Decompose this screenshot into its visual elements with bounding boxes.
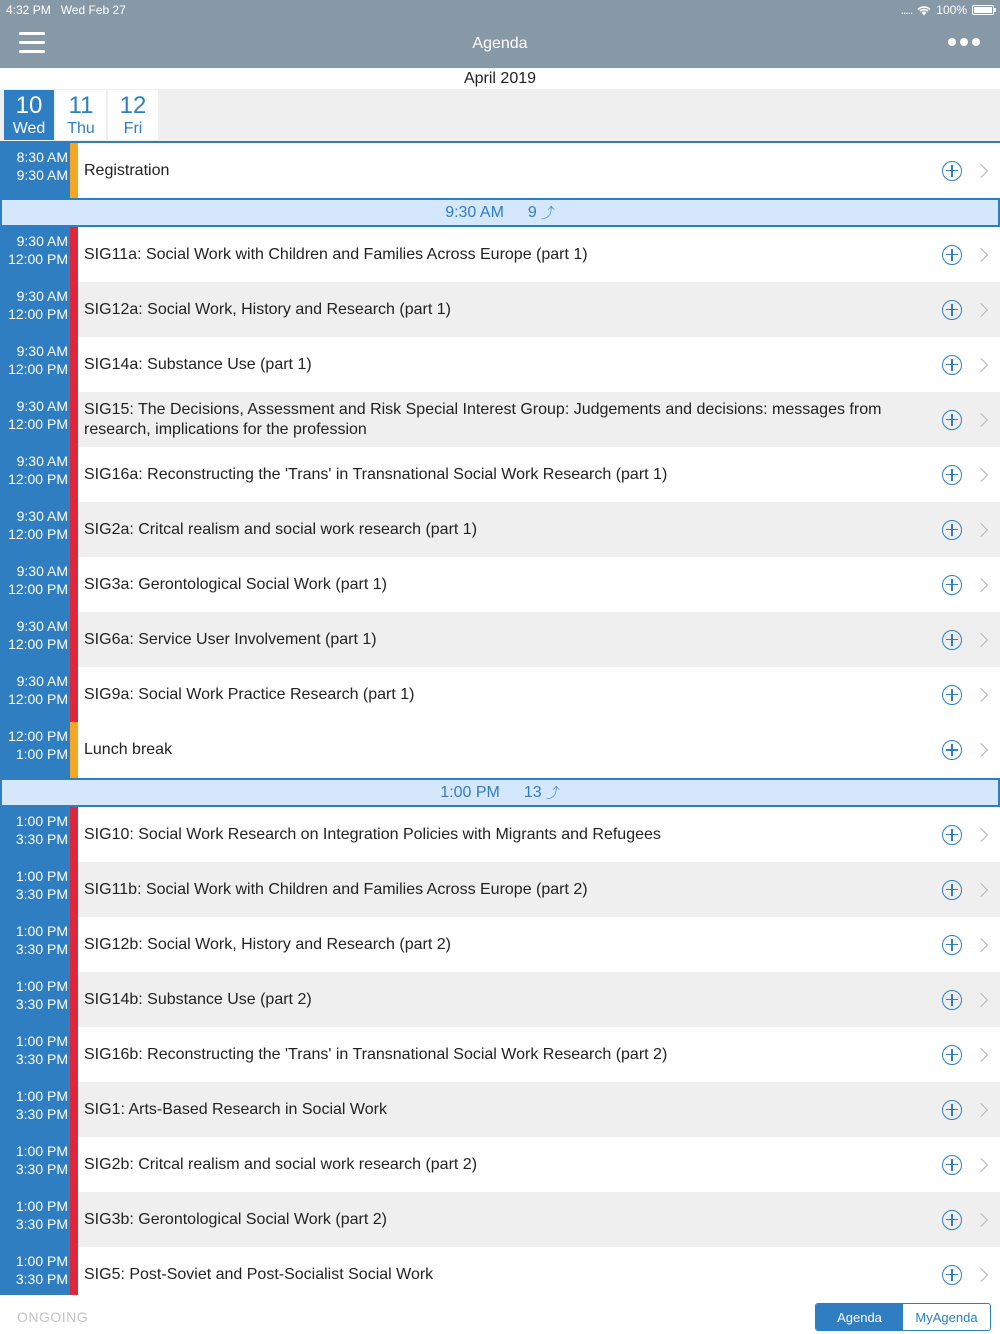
- add-to-agenda-icon[interactable]: [942, 1155, 962, 1175]
- add-to-agenda-icon[interactable]: [942, 990, 962, 1010]
- more-options-icon[interactable]: [948, 38, 980, 46]
- category-stripe: [70, 1192, 78, 1247]
- session-title: SIG3a: Gerontological Social Work (part 1): [84, 575, 387, 593]
- session-time: [0, 612, 70, 667]
- end-time: 3:30 PM: [15, 1051, 68, 1067]
- chevron-right-icon: [974, 163, 988, 177]
- end-time: 12:00 PM: [8, 306, 68, 322]
- add-to-agenda-icon[interactable]: [942, 630, 962, 650]
- chevron-right-icon: [974, 1267, 988, 1281]
- chevron-right-icon: [974, 357, 988, 371]
- session-time: [0, 667, 70, 722]
- session-time: [0, 1137, 70, 1192]
- add-to-agenda-icon[interactable]: [942, 575, 962, 595]
- end-time: 3:30 PM: [15, 941, 68, 957]
- footer-bar: [0, 1295, 1000, 1334]
- status-date: Wed Feb 27: [60, 3, 126, 17]
- agenda-row[interactable]: [0, 722, 1000, 778]
- session-time: [0, 1082, 70, 1137]
- category-stripe: [70, 807, 78, 862]
- end-time: 3:30 PM: [15, 1161, 68, 1177]
- agenda-row[interactable]: [0, 447, 1000, 502]
- category-stripe: [70, 227, 78, 282]
- chevron-right-icon: [974, 1047, 988, 1061]
- start-time: 9:30 AM: [16, 508, 68, 524]
- end-time: 12:00 PM: [8, 361, 68, 377]
- day-tab-10[interactable]: [4, 90, 54, 140]
- session-title: SIG12a: Social Work, History and Research (part 1): [84, 300, 451, 318]
- segment-myagenda[interactable]: MyAgenda: [915, 1309, 978, 1325]
- start-time: 1:00 PM: [15, 1088, 68, 1104]
- agenda-row[interactable]: [0, 972, 1000, 1027]
- status-indicators: [901, 3, 994, 17]
- collapse-up-icon: ⤴: [545, 784, 560, 801]
- agenda-row[interactable]: [0, 1247, 1000, 1295]
- session-title: SIG14b: Substance Use (part 2): [84, 990, 312, 1008]
- group-time: 9:30 AM: [445, 203, 504, 221]
- session-title: SIG1: Arts-Based Research in Social Work: [84, 1100, 387, 1118]
- signal-dots: .....: [900, 3, 913, 17]
- session-title: Lunch break: [84, 741, 173, 758]
- start-time: 8:30 AM: [16, 149, 68, 165]
- category-stripe: [70, 337, 78, 392]
- start-time: 1:00 PM: [15, 868, 68, 884]
- session-title: SIG9a: Social Work Practice Research (part 1): [84, 685, 415, 703]
- end-time: 3:30 PM: [15, 996, 68, 1012]
- session-title: SIG12b: Social Work, History and Research (part 2): [84, 935, 451, 953]
- end-time: 12:00 PM: [8, 636, 68, 652]
- add-to-agenda-icon[interactable]: [942, 740, 962, 760]
- chevron-right-icon: [974, 247, 988, 261]
- agenda-row[interactable]: [0, 1192, 1000, 1247]
- collapse-up-icon: ⤴: [540, 204, 555, 221]
- agenda-row[interactable]: [0, 862, 1000, 917]
- page-title: Agenda: [472, 35, 528, 52]
- day-weekday: Wed: [12, 120, 46, 137]
- session-time: [0, 1027, 70, 1082]
- start-time: 1:00 PM: [15, 813, 68, 829]
- add-to-agenda-icon[interactable]: [942, 465, 962, 485]
- start-time: 1:00 PM: [15, 1143, 68, 1159]
- category-stripe: [70, 1137, 78, 1192]
- category-stripe: [70, 1082, 78, 1137]
- day-weekday: Thu: [67, 120, 95, 137]
- end-time: 3:30 PM: [15, 886, 68, 902]
- chevron-right-icon: [974, 1157, 988, 1171]
- start-time: 1:00 PM: [15, 1033, 68, 1049]
- agenda-row[interactable]: [0, 337, 1000, 392]
- end-time: 12:00 PM: [8, 251, 68, 267]
- start-time: 1:00 PM: [15, 923, 68, 939]
- category-stripe: [70, 612, 78, 667]
- session-title: SIG16b: Reconstructing the 'Trans' in Transnational Social Work Research (part 2): [84, 1045, 668, 1063]
- session-time: [0, 227, 70, 282]
- session-time: [0, 337, 70, 392]
- start-time: 9:30 AM: [16, 563, 68, 579]
- category-stripe: [70, 972, 78, 1027]
- category-stripe: [70, 1027, 78, 1082]
- session-title: SIG3b: Gerontological Social Work (part 2): [84, 1210, 387, 1228]
- category-stripe: [70, 917, 78, 972]
- add-to-agenda-icon[interactable]: [942, 935, 962, 955]
- end-time: 3:30 PM: [15, 1106, 68, 1122]
- status-clock: 4:32 PM: [6, 3, 51, 17]
- chevron-right-icon: [974, 522, 988, 536]
- chevron-right-icon: [974, 882, 988, 896]
- session-title: SIG14a: Substance Use (part 1): [84, 355, 312, 373]
- session-title: SIG5: Post-Soviet and Post-Socialist Social Work: [84, 1265, 434, 1283]
- add-to-agenda-icon[interactable]: [942, 1100, 962, 1120]
- chevron-right-icon: [974, 1102, 988, 1116]
- category-stripe: [70, 722, 78, 778]
- day-tab-12[interactable]: [108, 90, 158, 140]
- session-time: [0, 143, 70, 198]
- session-title: SIG10: Social Work Research on Integration Policies with Migrants and Refugees: [84, 825, 661, 843]
- start-time: 9:30 AM: [16, 288, 68, 304]
- add-to-agenda-icon[interactable]: [942, 520, 962, 540]
- start-time: 1:00 PM: [15, 1253, 68, 1269]
- group-count: [524, 783, 560, 803]
- start-time: 1:00 PM: [15, 978, 68, 994]
- day-tab-11[interactable]: [56, 90, 106, 140]
- battery-percent: 100%: [936, 3, 967, 17]
- session-title: SIG11a: Social Work with Children and Families Across Europe (part 1): [84, 245, 588, 263]
- category-stripe: [70, 557, 78, 612]
- add-to-agenda-icon[interactable]: [942, 300, 962, 320]
- end-time: 9:30 AM: [16, 167, 68, 183]
- time-group-header[interactable]: [0, 778, 1000, 807]
- session-time: [0, 807, 70, 862]
- add-to-agenda-icon[interactable]: [942, 355, 962, 375]
- day-number: 11: [68, 92, 94, 119]
- chevron-right-icon: [974, 827, 988, 841]
- category-stripe: [70, 282, 78, 337]
- end-time: 3:30 PM: [15, 1216, 68, 1232]
- session-title: SIG15: The Decisions, Assessment and Risk Special Interest Group: Judgements and decisions: messages from research, implications for the profession: [84, 400, 882, 438]
- agenda-row[interactable]: [0, 667, 1000, 722]
- end-time: 12:00 PM: [8, 691, 68, 707]
- end-time: 1:00 PM: [15, 746, 68, 762]
- day-selector: [0, 89, 1000, 143]
- chevron-right-icon: [974, 1212, 988, 1226]
- add-to-agenda-icon[interactable]: [942, 880, 962, 900]
- agenda-list[interactable]: [0, 143, 1000, 1295]
- chevron-right-icon: [974, 632, 988, 646]
- start-time: 9:30 AM: [16, 673, 68, 689]
- start-time: 9:30 AM: [16, 453, 68, 469]
- start-time: 9:30 AM: [16, 343, 68, 359]
- agenda-row[interactable]: [0, 917, 1000, 972]
- battery-icon: [972, 5, 994, 15]
- session-title: SIG6a: Service User Involvement (part 1): [84, 630, 377, 648]
- start-time: 9:30 AM: [16, 398, 68, 414]
- session-time: [0, 282, 70, 337]
- session-time: [0, 1192, 70, 1247]
- add-to-agenda-icon[interactable]: [942, 1045, 962, 1065]
- category-stripe: [70, 862, 78, 917]
- day-weekday: Fri: [123, 120, 143, 137]
- category-stripe: [70, 447, 78, 502]
- chevron-right-icon: [974, 412, 988, 426]
- agenda-row[interactable]: [0, 1137, 1000, 1192]
- category-stripe: [70, 502, 78, 557]
- chevron-right-icon: [974, 743, 988, 757]
- session-title: SIG2b: Critcal realism and social work research (part 2): [84, 1155, 478, 1173]
- end-time: 12:00 PM: [8, 471, 68, 487]
- session-title: SIG11b: Social Work with Children and Families Across Europe (part 2): [84, 880, 588, 898]
- session-title: SIG2a: Critcal realism and social work research (part 1): [84, 520, 478, 538]
- month-label: April 2019: [0, 68, 1000, 90]
- chevron-right-icon: [974, 302, 988, 316]
- time-group-header[interactable]: [0, 198, 1000, 227]
- add-to-agenda-icon[interactable]: [942, 410, 962, 430]
- agenda-row[interactable]: [0, 612, 1000, 667]
- session-title: Registration: [84, 161, 170, 179]
- agenda-row[interactable]: [0, 282, 1000, 337]
- chevron-right-icon: [974, 937, 988, 951]
- session-time: [0, 447, 70, 502]
- session-time: [0, 862, 70, 917]
- agenda-row[interactable]: [0, 502, 1000, 557]
- day-number: 10: [15, 92, 43, 119]
- add-to-agenda-icon[interactable]: [942, 1210, 962, 1230]
- session-time: [0, 917, 70, 972]
- category-stripe: [70, 143, 78, 198]
- chevron-right-icon: [974, 687, 988, 701]
- view-segmented-control: [815, 1303, 991, 1331]
- chevron-right-icon: [974, 577, 988, 591]
- add-to-agenda-icon[interactable]: [942, 825, 962, 845]
- agenda-row[interactable]: [0, 227, 1000, 282]
- end-time: 3:30 PM: [15, 1271, 68, 1287]
- agenda-row[interactable]: [0, 807, 1000, 862]
- session-time: [0, 1247, 70, 1295]
- start-time: 9:30 AM: [16, 233, 68, 249]
- agenda-row[interactable]: [0, 1082, 1000, 1137]
- session-time: [0, 392, 70, 447]
- group-time: 1:00 PM: [440, 783, 500, 801]
- start-time: 1:00 PM: [15, 1198, 68, 1214]
- group-count-value: 13: [523, 783, 542, 801]
- session-time: [0, 557, 70, 612]
- ongoing-button[interactable]: ONGOING: [17, 1309, 89, 1325]
- agenda-row[interactable]: [0, 557, 1000, 612]
- group-count: [528, 203, 555, 223]
- end-time: 3:30 PM: [15, 831, 68, 847]
- category-stripe: [70, 667, 78, 722]
- end-time: 12:00 PM: [8, 581, 68, 597]
- category-stripe: [70, 1247, 78, 1295]
- day-number: 12: [119, 92, 147, 119]
- start-time: 9:30 AM: [16, 618, 68, 634]
- top-bar: [0, 0, 1000, 68]
- add-to-agenda-icon[interactable]: [942, 245, 962, 265]
- chevron-right-icon: [974, 467, 988, 481]
- status-time: [6, 3, 126, 17]
- session-time: [0, 502, 70, 557]
- session-time: [0, 972, 70, 1027]
- agenda-row[interactable]: [0, 1027, 1000, 1082]
- segment-agenda[interactable]: Agenda: [816, 1304, 903, 1330]
- start-time: 12:00 PM: [8, 728, 68, 744]
- end-time: 12:00 PM: [8, 416, 68, 432]
- wifi-icon: [917, 5, 931, 15]
- end-time: 12:00 PM: [8, 526, 68, 542]
- add-to-agenda-icon[interactable]: [942, 685, 962, 705]
- agenda-row[interactable]: [0, 392, 1000, 447]
- category-stripe: [70, 392, 78, 447]
- session-title: SIG16a: Reconstructing the 'Trans' in Transnational Social Work Research (part 1): [84, 465, 668, 483]
- add-to-agenda-icon[interactable]: [942, 1265, 962, 1285]
- add-to-agenda-icon[interactable]: [942, 161, 962, 181]
- chevron-right-icon: [974, 992, 988, 1006]
- group-count-value: 9: [527, 203, 537, 221]
- session-time: [0, 722, 70, 778]
- agenda-row[interactable]: [0, 143, 1000, 198]
